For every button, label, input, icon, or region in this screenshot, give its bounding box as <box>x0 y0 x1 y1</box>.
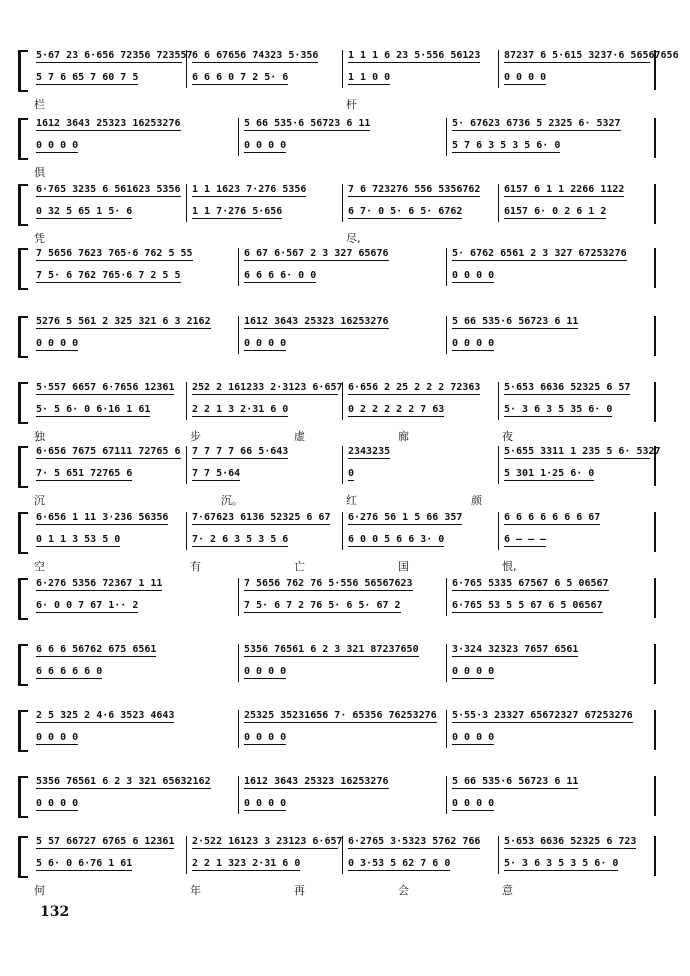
accompaniment-row <box>34 600 658 616</box>
score-system <box>18 248 668 310</box>
measure-notes: 5 6· 0 6·76 1 61 <box>36 858 133 869</box>
lyric-word: 沉。 <box>221 494 243 507</box>
accompaniment-row <box>34 404 658 420</box>
measure-notes: 1 1 7·276 5·656 <box>192 206 283 217</box>
measure-notes: 7·67623 6136 52325 6 67 <box>192 512 331 523</box>
accompaniment-row <box>34 666 658 682</box>
lyric-word: 倶 <box>34 166 45 179</box>
lyric-word: 栏 <box>34 98 45 111</box>
lyric-word: 意 <box>502 884 513 897</box>
score-system <box>18 50 679 112</box>
measure-notes: 6·276 56 1 5 66 357 <box>348 512 463 523</box>
melody-row <box>34 446 661 462</box>
system-bracket <box>18 710 28 752</box>
measure-notes: 7 7 5·64 <box>192 468 241 479</box>
measure-notes: 0 32 5 65 1 5· 6 <box>36 206 133 217</box>
system-bracket <box>18 50 28 92</box>
measure-notes: 7 5· 6 762 765·6 7 2 5 5 <box>36 270 181 281</box>
accompaniment-row <box>34 270 658 286</box>
measure-notes: 0 0 0 0 <box>452 666 495 677</box>
lyric-word: 再 <box>294 884 305 897</box>
accompaniment-row <box>34 534 658 550</box>
lyrics-row <box>34 164 658 178</box>
lyric-word: 尽, <box>346 232 361 245</box>
measure-notes: 6 6 6 6· 0 0 <box>244 270 317 281</box>
measure-notes: 1 1 1 6 23 5·556 56123 <box>348 50 481 61</box>
system-bracket <box>18 382 28 424</box>
measure-notes: 5 7 6 65 7 60 7 5 <box>36 72 139 83</box>
score-system <box>18 118 668 180</box>
melody-row <box>34 578 658 594</box>
measure-notes: 6 6 6 0 7 2 5· 6 <box>192 72 289 83</box>
score-system <box>18 710 668 772</box>
measure-notes: 5 7 6 3 5 3 5 6· 0 <box>452 140 561 151</box>
system-bracket <box>18 578 28 620</box>
score-system <box>18 512 668 574</box>
measure-notes: 6 0 0 5 6 6 3· 0 <box>348 534 445 545</box>
measure-notes: 6·276 5356 72367 1 11 <box>36 578 163 589</box>
measure-notes: 6·656 7675 67111 72765 6 <box>36 446 181 457</box>
measure-notes: 1612 3643 25323 16253276 <box>244 316 389 327</box>
measure-notes: 0 0 0 0 <box>244 338 287 349</box>
measure-notes: 6·765 3235 6 561623 5356 <box>36 184 181 195</box>
measure-notes: 6·656 1 11 3·236 56356 <box>36 512 169 523</box>
measure-notes: 5·557 6657 6·7656 12361 <box>36 382 175 393</box>
lyric-word: 沉 <box>34 494 45 507</box>
measure-notes: 0 0 0 0 <box>452 338 495 349</box>
accompaniment-row <box>34 732 658 748</box>
lyrics-row <box>34 230 658 244</box>
system-bracket <box>18 776 28 818</box>
measure-notes: 6157 6· 0 2 6 1 2 <box>504 206 607 217</box>
measure-notes: 7· 2 6 3 5 3 5 6 <box>192 534 289 545</box>
measure-notes: 252 2 161233 2·3123 6·657 <box>192 382 343 393</box>
lyric-word: 步 <box>190 430 201 443</box>
score-system <box>18 644 668 706</box>
lyrics-row <box>34 428 658 442</box>
measure-notes: 5 301 1·25 6· 0 <box>504 468 595 479</box>
system-bracket <box>18 446 28 488</box>
measure-notes: 7 7 7 7 66 5·643 <box>192 446 289 457</box>
measure-notes: 5 66 535·6 56723 6 11 <box>452 316 579 327</box>
measure-notes: 0 0 0 0 <box>36 338 79 349</box>
measure-notes: 0 0 0 0 <box>452 732 495 743</box>
measure-notes: 6 — — — <box>504 534 547 545</box>
melody-row <box>34 118 658 134</box>
accompaniment-row <box>34 468 658 484</box>
measure-notes: 6·765 5335 67567 6 5 06567 <box>452 578 609 589</box>
measure-notes: 5· 67623 6736 5 2325 6· 5327 <box>452 118 621 129</box>
lyric-word: 独 <box>34 430 45 443</box>
accompaniment-row <box>34 72 658 88</box>
melody-row <box>34 836 658 852</box>
page-number: 132 <box>40 904 70 920</box>
score-system <box>18 382 668 444</box>
measure-notes: 2 2 1 323 2·31 6 0 <box>192 858 301 869</box>
accompaniment-row <box>34 338 658 354</box>
measure-notes: 6 6 67656 74323 5·356 <box>192 50 319 61</box>
measure-notes: 6 6 6 6 6 0 <box>36 666 103 677</box>
lyrics-row <box>34 96 658 110</box>
measure-notes: 0 0 0 0 <box>36 732 79 743</box>
melody-row <box>34 184 658 200</box>
lyrics-row <box>34 492 658 506</box>
system-bracket <box>18 644 28 686</box>
system-bracket <box>18 248 28 290</box>
melody-row <box>34 316 658 332</box>
melody-row <box>34 382 658 398</box>
measure-notes: 2343235 <box>348 446 391 457</box>
system-bracket <box>18 184 28 226</box>
measure-notes: 1612 3643 25323 16253276 <box>244 776 389 787</box>
accompaniment-row <box>34 858 658 874</box>
system-bracket <box>18 836 28 878</box>
measure-notes: 6·656 2 25 2 2 2 72363 <box>348 382 481 393</box>
measure-notes: 6· 0 0 7 67 1·· 2 <box>36 600 139 611</box>
system-bracket <box>18 512 28 554</box>
lyric-word: 凭 <box>34 232 45 245</box>
measure-notes: 5· 6762 6561 2 3 327 67253276 <box>452 248 627 259</box>
measure-notes: 5 66 535·6 56723 6 11 <box>244 118 371 129</box>
score-system <box>18 184 668 246</box>
measure-notes: 6·765 53 5 5 67 6 5 06567 <box>452 600 603 611</box>
measure-notes: 6 67 6·567 2 3 327 65676 <box>244 248 389 259</box>
system-bracket <box>18 118 28 160</box>
lyric-word: 红 <box>346 494 357 507</box>
measure-notes: 5· 3 6 3 5 3 5 6· 0 <box>504 858 619 869</box>
measure-notes: 0 0 0 0 <box>452 270 495 281</box>
melody-row <box>34 776 658 792</box>
measure-notes: 1 1 1623 7·276 5356 <box>192 184 307 195</box>
lyric-word: 国 <box>398 560 409 573</box>
measure-notes: 0 2 2 2 2 2 7 63 <box>348 404 445 415</box>
score-system <box>18 836 668 898</box>
lyric-word: 虚 <box>294 430 305 443</box>
measure-notes: 0 1 1 3 53 5 0 <box>36 534 121 545</box>
measure-notes: 1 1 0 0 <box>348 72 391 83</box>
measure-notes: 0 0 0 0 <box>244 666 287 677</box>
melody-row <box>34 512 658 528</box>
lyric-word: 会 <box>398 884 409 897</box>
measure-notes: 2 5 325 2 4·6 3523 4643 <box>36 710 175 721</box>
measure-notes: 5276 5 561 2 325 321 6 3 2162 <box>36 316 211 327</box>
lyric-word: 年 <box>190 884 201 897</box>
measure-notes: 7 6 723276 556 5356762 <box>348 184 481 195</box>
measure-notes: 5 66 535·6 56723 6 11 <box>452 776 579 787</box>
melody-row <box>34 248 658 264</box>
score-system <box>18 578 668 640</box>
score-system <box>18 446 668 508</box>
measure-notes: 87237 6 5·615 3237·6 56567656 <box>504 50 679 61</box>
lyric-word: 夜 <box>502 430 513 443</box>
measure-notes: 7 5656 762 76 5·556 56567623 <box>244 578 413 589</box>
measure-notes: 6 7· 0 5· 6 5· 6762 <box>348 206 463 217</box>
lyric-word: 亡 <box>294 560 305 573</box>
lyric-word: 何 <box>34 884 45 897</box>
measure-notes: 6·2765 3·5323 5762 766 <box>348 836 481 847</box>
measure-notes: 0 0 0 0 <box>244 140 287 151</box>
accompaniment-row <box>34 140 658 156</box>
measure-notes: 7 5· 6 7 2 76 5· 6 5· 67 2 <box>244 600 401 611</box>
lyrics-row <box>34 882 658 896</box>
score-system <box>18 316 668 378</box>
measure-notes: 0 0 0 0 <box>36 798 79 809</box>
measure-notes: 2 2 1 3 2·31 6 0 <box>192 404 289 415</box>
measure-notes: 5·67 23 6·656 72356 723557 <box>36 50 193 61</box>
measure-notes: 0 0 0 0 <box>36 140 79 151</box>
measure-notes: 7 5656 7623 765·6 762 5 55 <box>36 248 193 259</box>
measure-notes: 25325 35231656 7· 65356 76253276 <box>244 710 437 721</box>
measure-notes: 5· 5 6· 0 6·16 1 61 <box>36 404 151 415</box>
measure-notes: 5·55·3 23327 65672327 67253276 <box>452 710 633 721</box>
measure-notes: 6 6 6 6 6 6 6 67 <box>504 512 601 523</box>
measure-notes: 5356 76561 6 2 3 321 65632162 <box>36 776 211 787</box>
measure-notes: 5·653 6636 52325 6 57 <box>504 382 631 393</box>
measure-notes: 0 0 0 0 <box>244 732 287 743</box>
measure-notes: 3·324 32323 7657 6561 <box>452 644 579 655</box>
measure-notes: 6157 6 1 1 2266 1122 <box>504 184 625 195</box>
measure-notes: 0 0 0 0 <box>244 798 287 809</box>
melody-row <box>34 50 679 66</box>
melody-row <box>34 710 658 726</box>
lyric-word: 颜 <box>471 494 482 507</box>
melody-row <box>34 644 658 660</box>
measure-notes: 5·653 6636 52325 6 723 <box>504 836 637 847</box>
measure-notes: 7· 5 651 72765 6 <box>36 468 133 479</box>
measure-notes: 5356 76561 6 2 3 321 87237650 <box>244 644 419 655</box>
lyric-word: 杆 <box>346 98 357 111</box>
measure-notes: 1612 3643 25323 16253276 <box>36 118 181 129</box>
measure-notes: 0 0 0 0 <box>504 72 547 83</box>
measure-notes: 5· 3 6 3 5 35 6· 0 <box>504 404 613 415</box>
measure-notes: 0 3·53 5 62 7 6 0 <box>348 858 451 869</box>
accompaniment-row <box>34 206 658 222</box>
system-bracket <box>18 316 28 358</box>
measure-notes: 5·655 3311 1 235 5 6· 5327 <box>504 446 661 457</box>
measure-notes: 0 <box>348 468 355 479</box>
measure-notes: 6 6 6 56762 675 6561 <box>36 644 157 655</box>
accompaniment-row <box>34 798 658 814</box>
lyrics-row <box>34 558 658 572</box>
measure-notes: 0 0 0 0 <box>452 798 495 809</box>
lyric-word: 空 <box>34 560 45 573</box>
score-system <box>18 776 668 838</box>
measure-notes: 2·522 16123 3 23123 6·657 <box>192 836 343 847</box>
lyric-word: 恨, <box>502 560 517 573</box>
lyric-word: 廊 <box>398 430 409 443</box>
lyric-word: 有 <box>190 560 201 573</box>
measure-notes: 5 57 66727 6765 6 12361 <box>36 836 175 847</box>
